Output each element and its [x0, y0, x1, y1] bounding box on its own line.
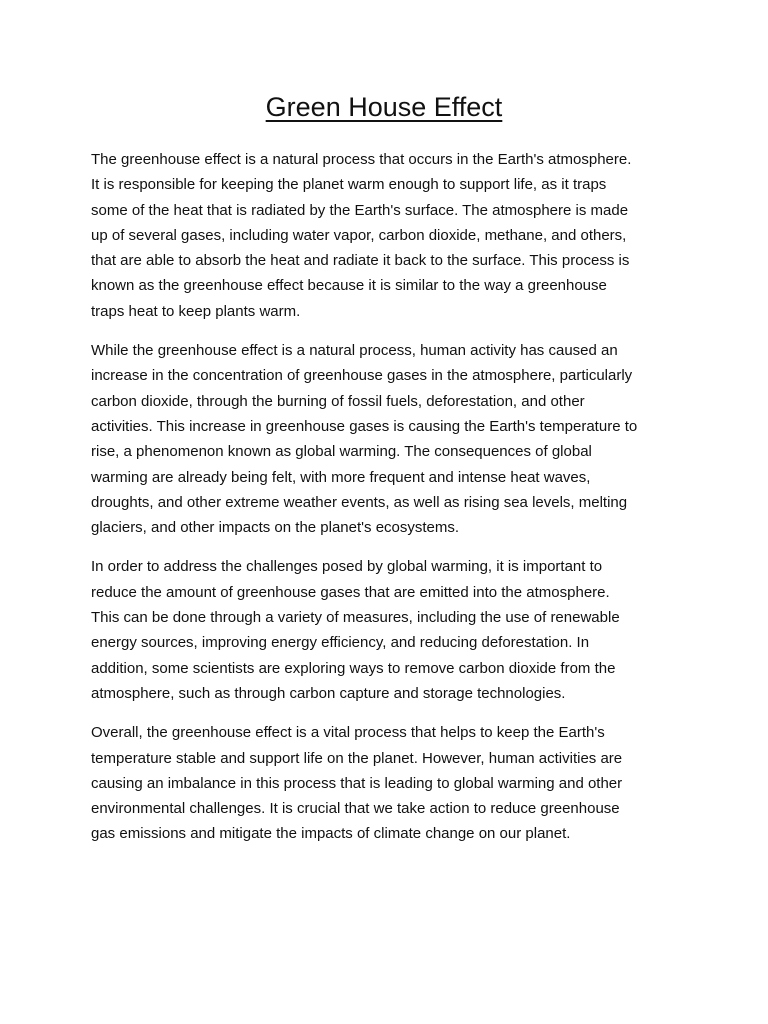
paragraph-4 — [91, 720, 691, 846]
paragraph-line: The greenhouse effect is a natural process that occurs in the Earth's atmosphere. — [91, 151, 632, 168]
paragraph-line: causing an imbalance in this process that is leading to global warming and other — [91, 774, 623, 792]
paragraph-line: warming are already being felt, with more frequent and intense heat waves, — [91, 468, 591, 486]
paragraph-line: activities. This increase in greenhouse gases is causing the Earth's temperature to — [91, 417, 638, 435]
paragraph-3 — [91, 554, 691, 706]
paragraph-line: up of several gases, including water vapor, carbon dioxide, methane, and others, — [91, 226, 627, 244]
paragraph-line: rise, a phenomenon known as global warming. The consequences of global — [91, 443, 592, 461]
paragraph-line: It is responsible for keeping the planet warm enough to support life, as it traps — [91, 176, 607, 194]
paragraph-line: temperature stable and support life on the planet. However, human activities are — [91, 749, 623, 767]
paragraph-line: gas emissions and mitigate the impacts of climate change on our planet. — [91, 825, 571, 843]
paragraph-1 — [91, 147, 691, 324]
paragraph-line: glaciers, and other impacts on the planet's ecosystems. — [91, 519, 460, 537]
paragraph-line: reduce the amount of greenhouse gases that are emitted into the atmosphere. — [91, 583, 610, 601]
document-body — [91, 147, 691, 861]
paragraph-line: that are able to absorb the heat and radiate it back to the surface. This process is — [91, 252, 630, 270]
paragraph-line: carbon dioxide, through the burning of fossil fuels, deforestation, and other — [91, 392, 585, 410]
paragraph-line: traps heat to keep plants warm. — [91, 302, 301, 320]
paragraph-line: This can be done through a variety of measures, including the use of renewable — [91, 609, 620, 627]
paragraph-line: addition, some scientists are exploring ways to remove carbon dioxide from the — [91, 659, 616, 677]
paragraph-line: known as the greenhouse effect because it is similar to the way a greenhouse — [91, 277, 607, 295]
paragraph-line: increase in the concentration of greenhouse gases in the atmosphere, particularly — [91, 367, 633, 385]
paragraph-line: While the greenhouse effect is a natural process, human activity has caused an — [91, 342, 618, 360]
paragraph-line: Overall, the greenhouse effect is a vital process that helps to keep the Earth's — [91, 724, 605, 742]
paragraph-line: droughts, and other extreme weather events, as well as rising sea levels, melting — [91, 493, 628, 511]
paragraph-line: In order to address the challenges posed by global warming, it is important to — [91, 558, 603, 576]
paragraph-line: atmosphere, such as through carbon capture and storage technologies. — [91, 684, 566, 702]
paragraph-line: some of the heat that is radiated by the Earth's surface. The atmosphere is made — [91, 201, 629, 219]
paragraph-line: energy sources, improving energy efficiency, and reducing deforestation. In — [91, 634, 590, 652]
paragraph-2 — [91, 338, 691, 540]
paragraph-line: environmental challenges. It is crucial that we take action to reduce greenhouse — [91, 800, 620, 818]
document-title: Green House Effect — [265, 92, 503, 122]
